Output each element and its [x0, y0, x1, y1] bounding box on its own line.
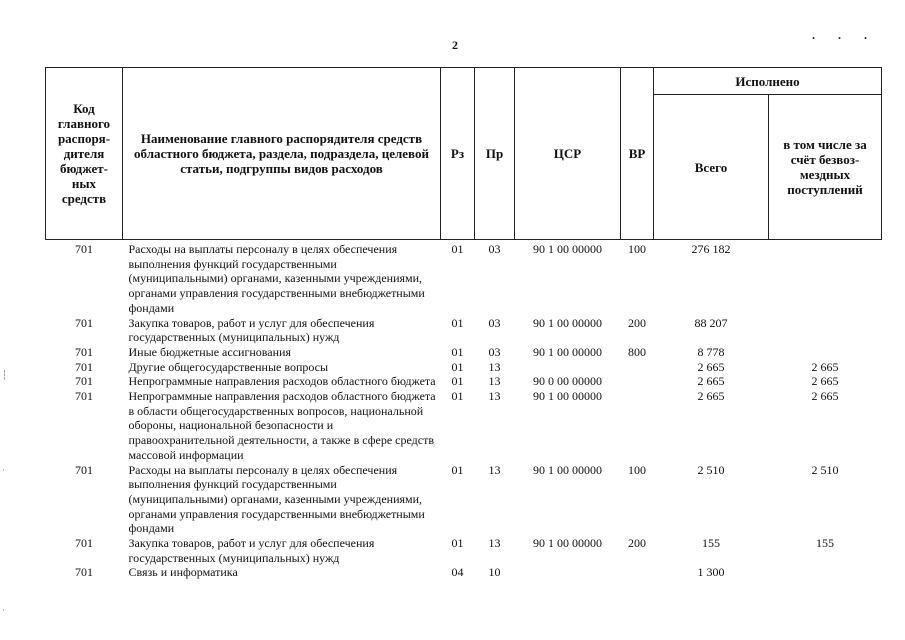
cell-code: 701 — [75, 462, 93, 477]
cell-vr: 100 — [628, 462, 646, 477]
cell-rz: 01 — [451, 462, 464, 477]
margin-mark: · — [2, 605, 5, 615]
table-row — [46, 374, 882, 389]
cell-name: Иные бюджетные ассигнования — [128, 344, 291, 359]
header-code: Код главного распоря-дителя бюджет-ных средств — [46, 68, 123, 240]
cell-csr — [515, 565, 621, 580]
cell-name: Непрограммные направления расходов областного бюджета в области общегосударственных вопросов, национальной обороны, национальной безопасности и правоохранительной деятельности, а также в сфере средств массовой информации — [128, 389, 436, 462]
cell-code: 701 — [75, 242, 93, 256]
cell-vr: 200 — [628, 536, 646, 551]
cell-csr — [515, 360, 621, 375]
header-executed: Исполнено — [654, 68, 882, 95]
header-pr: Пр — [475, 68, 515, 240]
cell-name: Закупка товаров, работ и услуг для обеспечения государственных (муниципальных) нужд — [128, 315, 375, 345]
header-total: Всего — [654, 95, 769, 240]
cell-rz: 01 — [451, 389, 464, 404]
cell-vr: 800 — [628, 344, 646, 359]
cell-code: 701 — [75, 536, 93, 551]
cell-vr — [621, 360, 654, 375]
cell-gratuitous — [769, 345, 882, 360]
cell-total: 2 665 — [697, 359, 725, 374]
margin-mark: · — [2, 465, 5, 475]
table-row — [46, 389, 882, 463]
cell-gratuitous: 155 — [816, 536, 834, 551]
cell-csr: 90 1 00 00000 — [533, 389, 602, 404]
cell-gratuitous — [769, 565, 882, 580]
cell-csr: 90 1 00 00000 — [533, 315, 602, 330]
table-row — [46, 240, 882, 316]
table-row — [46, 360, 882, 375]
expenditure-table — [45, 67, 882, 580]
table-row — [46, 565, 882, 580]
cell-name: Непрограммные направления расходов областного бюджета — [128, 374, 436, 389]
cell-total: 8 778 — [697, 344, 725, 359]
cell-gratuitous: 2 665 — [811, 374, 839, 389]
header-gratuitous: в том числе за счёт безвоз-мездных поступлений — [769, 95, 882, 240]
cell-total: 1 300 — [697, 565, 725, 580]
cell-rz: 01 — [451, 359, 464, 374]
cell-gratuitous — [769, 240, 882, 316]
cell-vr: 100 — [628, 242, 646, 256]
table-row — [46, 463, 882, 537]
header-vr: ВР — [621, 68, 654, 240]
cell-gratuitous: 2 510 — [811, 462, 839, 477]
cell-total: 276 182 — [691, 242, 731, 256]
cell-gratuitous — [769, 316, 882, 345]
header-rz: Рз — [441, 68, 475, 240]
cell-vr — [621, 374, 654, 389]
table-row — [46, 345, 882, 360]
cell-name: Расходы на выплаты персоналу в целях обеспечения выполнения функций государственными (муниципальными) органами, казенными учреждениями, органами управления государственными внебюджетными фондами — [128, 242, 425, 315]
cell-total: 88 207 — [694, 315, 728, 330]
cell-pr: 03 — [488, 315, 501, 330]
cell-rz: 01 — [451, 344, 464, 359]
cell-total: 2 665 — [697, 389, 725, 404]
cell-pr: 13 — [488, 359, 501, 374]
cell-pr: 13 — [488, 389, 501, 404]
cell-csr: 90 1 00 00000 — [533, 242, 602, 256]
cell-vr — [621, 565, 654, 580]
cell-gratuitous: 2 665 — [811, 389, 839, 404]
cell-total: 2 665 — [697, 374, 725, 389]
cell-pr: 03 — [488, 242, 501, 256]
header-csr: ЦСР — [515, 68, 621, 240]
cell-pr: 03 — [488, 344, 501, 359]
table-row — [46, 316, 882, 345]
cell-code: 701 — [75, 344, 93, 359]
cell-name: Расходы на выплаты персоналу в целях обеспечения выполнения функций государственными (муниципальными) органами, казенными учреждениями, органами управления государственными внебюджетными фондами — [128, 462, 425, 536]
cell-code: 701 — [75, 374, 93, 389]
cell-vr: 200 — [628, 315, 646, 330]
cell-name: Связь и информатика — [128, 565, 238, 580]
cell-name: Закупка товаров, работ и услуг для обеспечения государственных (муниципальных) нужд — [128, 536, 375, 565]
cell-vr — [621, 389, 654, 463]
cell-pr: 13 — [488, 462, 501, 477]
header-name: Наименование главного распорядителя средств областного бюджета, раздела, подраздела, целевой статьи, подгруппы видов расходов — [123, 68, 441, 240]
cell-rz: 01 — [451, 315, 464, 330]
cell-total: 155 — [702, 536, 720, 551]
cell-rz: 01 — [451, 374, 464, 389]
cell-pr: 13 — [488, 536, 501, 551]
cell-csr: 90 0 00 00000 — [533, 374, 602, 389]
table-row — [46, 536, 882, 565]
cell-code: 701 — [75, 389, 93, 404]
cell-gratuitous: 2 665 — [811, 359, 839, 374]
cell-code: 701 — [75, 359, 93, 374]
margin-mark: ┆ — [2, 370, 8, 380]
cell-rz: 01 — [451, 242, 464, 256]
cell-name: Другие общегосударственные вопросы — [128, 359, 329, 374]
cell-code: 701 — [75, 565, 93, 580]
cell-code: 701 — [75, 315, 93, 330]
cell-pr: 13 — [488, 374, 501, 389]
cell-total: 2 510 — [697, 462, 725, 477]
cell-csr: 90 1 00 00000 — [533, 344, 602, 359]
cell-pr: 10 — [488, 565, 501, 580]
cell-csr: 90 1 00 00000 — [533, 536, 602, 551]
cell-rz: 01 — [451, 536, 464, 551]
cell-rz: 04 — [451, 565, 464, 580]
page-number: 2 — [452, 38, 458, 52]
corner-marks: . . . — [812, 28, 877, 42]
cell-csr: 90 1 00 00000 — [533, 462, 602, 477]
